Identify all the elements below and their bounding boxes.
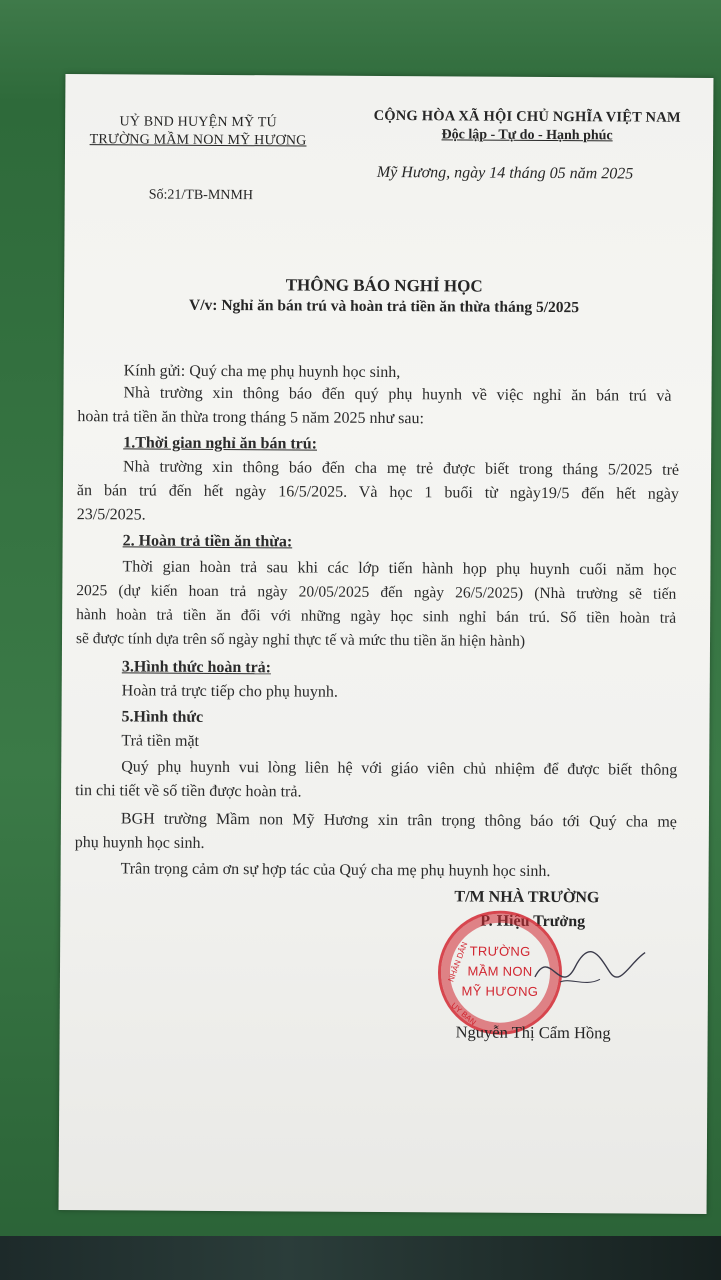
signer-name: Nguyễn Thị Cẩm Hồng — [455, 1022, 611, 1043]
place-and-date: Mỹ Hương, ngày 14 tháng 05 năm 2025 — [376, 163, 634, 183]
stamp-line-2: MẦM NON — [467, 963, 533, 979]
document-page — [59, 74, 714, 1214]
section-2-line-1: Thời gian hoàn trả sau khi các lớp tiến hành họp phụ huynh cuối năm học — [122, 558, 677, 579]
notice-title: THÔNG BÁO NGHỈ HỌC — [285, 275, 483, 296]
section-2-line-3: hành hoàn trả tiền ăn đối với những ngày học sinh nghỉ bán trú. Số tiền hoàn trả — [76, 606, 677, 627]
on-behalf-label: T/M NHÀ TRƯỜNG — [454, 888, 600, 907]
section-1-line-3: 23/5/2025. — [76, 506, 146, 524]
section-2-heading: 2. Hoàn trả tiền ăn thừa: — [122, 532, 293, 551]
thanks-line: Trân trọng cảm ơn sự hợp tác của Quý cha mẹ phụ huynh học sinh. — [120, 860, 551, 881]
stamp-ring-text-left: NHÂN DÂN — [446, 940, 470, 984]
floor-strip — [0, 1236, 721, 1280]
country-name: CỘNG HÒA XÃ HỘI CHỦ NGHĨA VIỆT NAM — [373, 107, 681, 126]
national-motto: Độc lập - Tự do - Hạnh phúc — [441, 127, 613, 144]
contact-line-1: Quý phụ huynh vui lòng liên hệ với giáo viên chủ nhiệm để được biết thông — [121, 758, 678, 779]
school-name: TRƯỜNG MẦM NON MỸ HƯƠNG — [89, 132, 307, 149]
section-1-heading: 1.Thời gian nghỉ ăn bán trú: — [123, 434, 318, 453]
signer-position: P. Hiệu Trưởng — [480, 912, 586, 931]
section-2-line-4: sẽ được tính dựa trên số ngày nghỉ thực tế và mức thu tiền ăn hiện hành) — [75, 630, 526, 650]
intro-line-1: Nhà trường xin thông báo đến quý phụ huynh về việc nghỉ ăn bán trú và — [123, 384, 672, 405]
document-number: Số:21/TB-MNMH — [148, 187, 254, 204]
greeting: Kính gửi: Quý cha mẹ phụ huynh học sinh, — [123, 362, 401, 382]
stamp-line-3: MỸ HƯƠNG — [461, 983, 539, 999]
section-1-line-1: Nhà trường xin thông báo đến cha mẹ trẻ được biết trong tháng 5/2025 trẻ — [123, 458, 680, 479]
section-5-heading: 5.Hình thức — [121, 708, 204, 726]
section-1-line-2: ăn bán trú đến hết ngày 16/5/2025. Và học 1 buổi từ ngày19/5 đến hết ngày — [76, 482, 679, 503]
section-3-text: Hoàn trả trực tiếp cho phụ huynh. — [121, 682, 338, 701]
section-3-heading: 3.Hình thức hoàn trả: — [121, 658, 272, 677]
stamp-ring-text-bottom: UY BAN — [449, 1000, 478, 1028]
contact-line-2: tin chi tiết về số tiền được hoàn trả. — [75, 782, 302, 801]
closing-line-1: BGH trường Mầm non Mỹ Hương xin trân trọng thông báo tới Quý cha mẹ — [120, 810, 677, 831]
intro-line-2: hoàn trả tiền ăn thừa trong tháng 5 năm 2025 như sau: — [77, 408, 425, 428]
section-2-line-2: 2025 (dự kiến hoan trả ngày 20/05/2025 đến ngày 26/5/2025) (Nhà trường sẽ tiến — [76, 582, 677, 603]
handwritten-signature — [530, 937, 650, 1008]
stamp-line-1: TRƯỜNG — [469, 943, 531, 959]
authority-name: UỶ BND HUYỆN MỸ TÚ — [119, 114, 277, 131]
notice-subject: V/v: Nghỉ ăn bán trú và hoàn trả tiền ăn thừa tháng 5/2025 — [189, 296, 580, 317]
section-5-text: Trả tiền mặt — [121, 732, 200, 750]
closing-line-2: phụ huynh học sinh. — [74, 834, 205, 852]
